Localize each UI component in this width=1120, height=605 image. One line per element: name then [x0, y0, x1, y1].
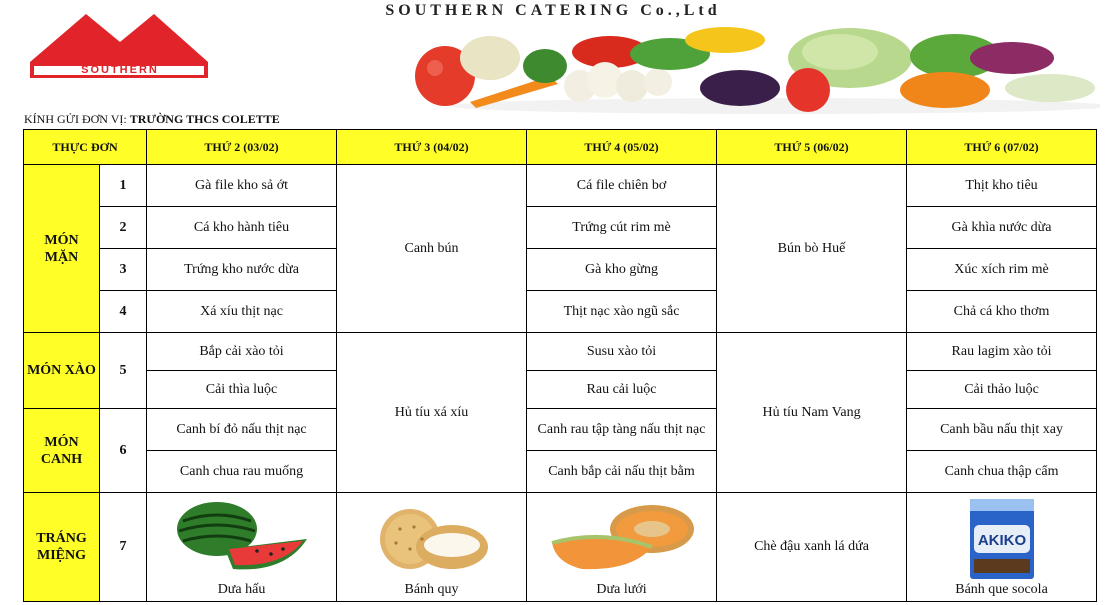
day-header-wed: THỨ 4 (05/02): [527, 130, 717, 165]
vegetables-banner-image: [400, 24, 1100, 114]
recipient-line: [24, 112, 280, 127]
company-logo: [28, 12, 210, 80]
dish-cell: Canh chua rau muống: [147, 451, 337, 493]
dish-cell: Trứng kho nước dừa: [147, 249, 337, 291]
day-header-fri: THỨ 6 (07/02): [907, 130, 1097, 165]
dish-cell: Chả cá kho thơm: [907, 291, 1097, 333]
dish-cell: Canh bầu nấu thịt xay: [907, 409, 1097, 451]
table-row: [24, 165, 1097, 207]
dish-cell: Cải thảo luộc: [907, 371, 1097, 409]
melon-icon: [542, 499, 702, 575]
dish-cell-merged: Hủ tíu xá xíu: [337, 333, 527, 493]
dish-cell: Rau cải luộc: [527, 371, 717, 409]
weekly-menu-table: [23, 129, 1097, 602]
dish-cell: Gà file kho sả ớt: [147, 165, 337, 207]
dish-cell: Canh rau tập tàng nấu thịt nạc: [527, 409, 717, 451]
dish-cell: Rau lagim xào tỏi: [907, 333, 1097, 371]
dessert-cell: [527, 493, 717, 602]
row-number: 1: [100, 165, 147, 207]
dessert-label: Dưa lưới: [596, 582, 647, 597]
day-header-mon: THỨ 2 (03/02): [147, 130, 337, 165]
dish-cell: Susu xào tỏi: [527, 333, 717, 371]
dish-cell: Gà khìa nước dừa: [907, 207, 1097, 249]
table-header-row: [24, 130, 1097, 165]
row-number: 5: [100, 333, 147, 409]
dessert-cell: Chè đậu xanh lá dứa: [717, 493, 907, 602]
table-row: [24, 249, 1097, 291]
dessert-cell: [337, 493, 527, 602]
dish-cell: Canh bắp cải nấu thịt bằm: [527, 451, 717, 493]
dish-cell: Gà kho gừng: [527, 249, 717, 291]
dish-cell: Thịt nạc xào ngũ sắc: [527, 291, 717, 333]
dish-cell: Thịt kho tiêu: [907, 165, 1097, 207]
category-stir-fry: MÓN XÀO: [24, 333, 100, 409]
day-header-thu: THỨ 5 (06/02): [717, 130, 907, 165]
dish-cell-merged: Hủ tíu Nam Vang: [717, 333, 907, 493]
dish-cell: Bắp cải xào tỏi: [147, 333, 337, 371]
dish-cell-merged: Canh bún: [337, 165, 527, 333]
dessert-label: Bánh que socola: [955, 582, 1048, 597]
dish-cell: Canh chua thập cẩm: [907, 451, 1097, 493]
dessert-label: Bánh quy: [404, 582, 459, 597]
row-number: 7: [100, 493, 147, 602]
table-row: [24, 291, 1097, 333]
dish-cell: Xúc xích rim mè: [907, 249, 1097, 291]
dessert-cell: [907, 493, 1097, 602]
table-row: [24, 333, 1097, 371]
row-number: 4: [100, 291, 147, 333]
recipient-label: KÍNH GỬI ĐƠN VỊ:: [24, 112, 127, 126]
day-header-tue: THỨ 3 (04/02): [337, 130, 527, 165]
table-row: [24, 409, 1097, 451]
dish-cell: Xá xíu thịt nạc: [147, 291, 337, 333]
dish-cell-merged: Bún bò Huế: [717, 165, 907, 333]
row-number: 6: [100, 409, 147, 493]
table-row: [24, 371, 1097, 409]
table-row: [24, 493, 1097, 602]
recipient-unit: TRƯỜNG THCS COLETTE: [129, 112, 280, 126]
table-row: [24, 207, 1097, 249]
row-number: 2: [100, 207, 147, 249]
dish-cell: Trứng cút rim mè: [527, 207, 717, 249]
table-row: [24, 451, 1097, 493]
watermelon-icon: [167, 499, 317, 575]
dish-cell: Cải thìa luộc: [147, 371, 337, 409]
menu-header-corner: THỰC ĐƠN: [24, 130, 147, 165]
category-main-dish: MÓN MẶN: [24, 165, 100, 333]
dish-cell: Cá file chiên bơ: [527, 165, 717, 207]
dish-cell: Canh bí đỏ nấu thịt nạc: [147, 409, 337, 451]
logo-text: SOUTHERN: [81, 64, 159, 76]
snack-brand-text: AKIKO: [977, 532, 1026, 549]
row-number: 3: [100, 249, 147, 291]
chocolate-stick-snack-icon: [962, 499, 1042, 579]
category-soup: MÓN CANH: [24, 409, 100, 493]
category-dessert: TRÁNG MIỆNG: [24, 493, 100, 602]
company-name: SOUTHERN CATERING Co.,Ltd: [385, 2, 721, 19]
dessert-label: Dưa hấu: [217, 582, 266, 597]
dish-cell: Cá kho hành tiêu: [147, 207, 337, 249]
biscuit-icon: [362, 499, 502, 575]
dessert-cell: [147, 493, 337, 602]
